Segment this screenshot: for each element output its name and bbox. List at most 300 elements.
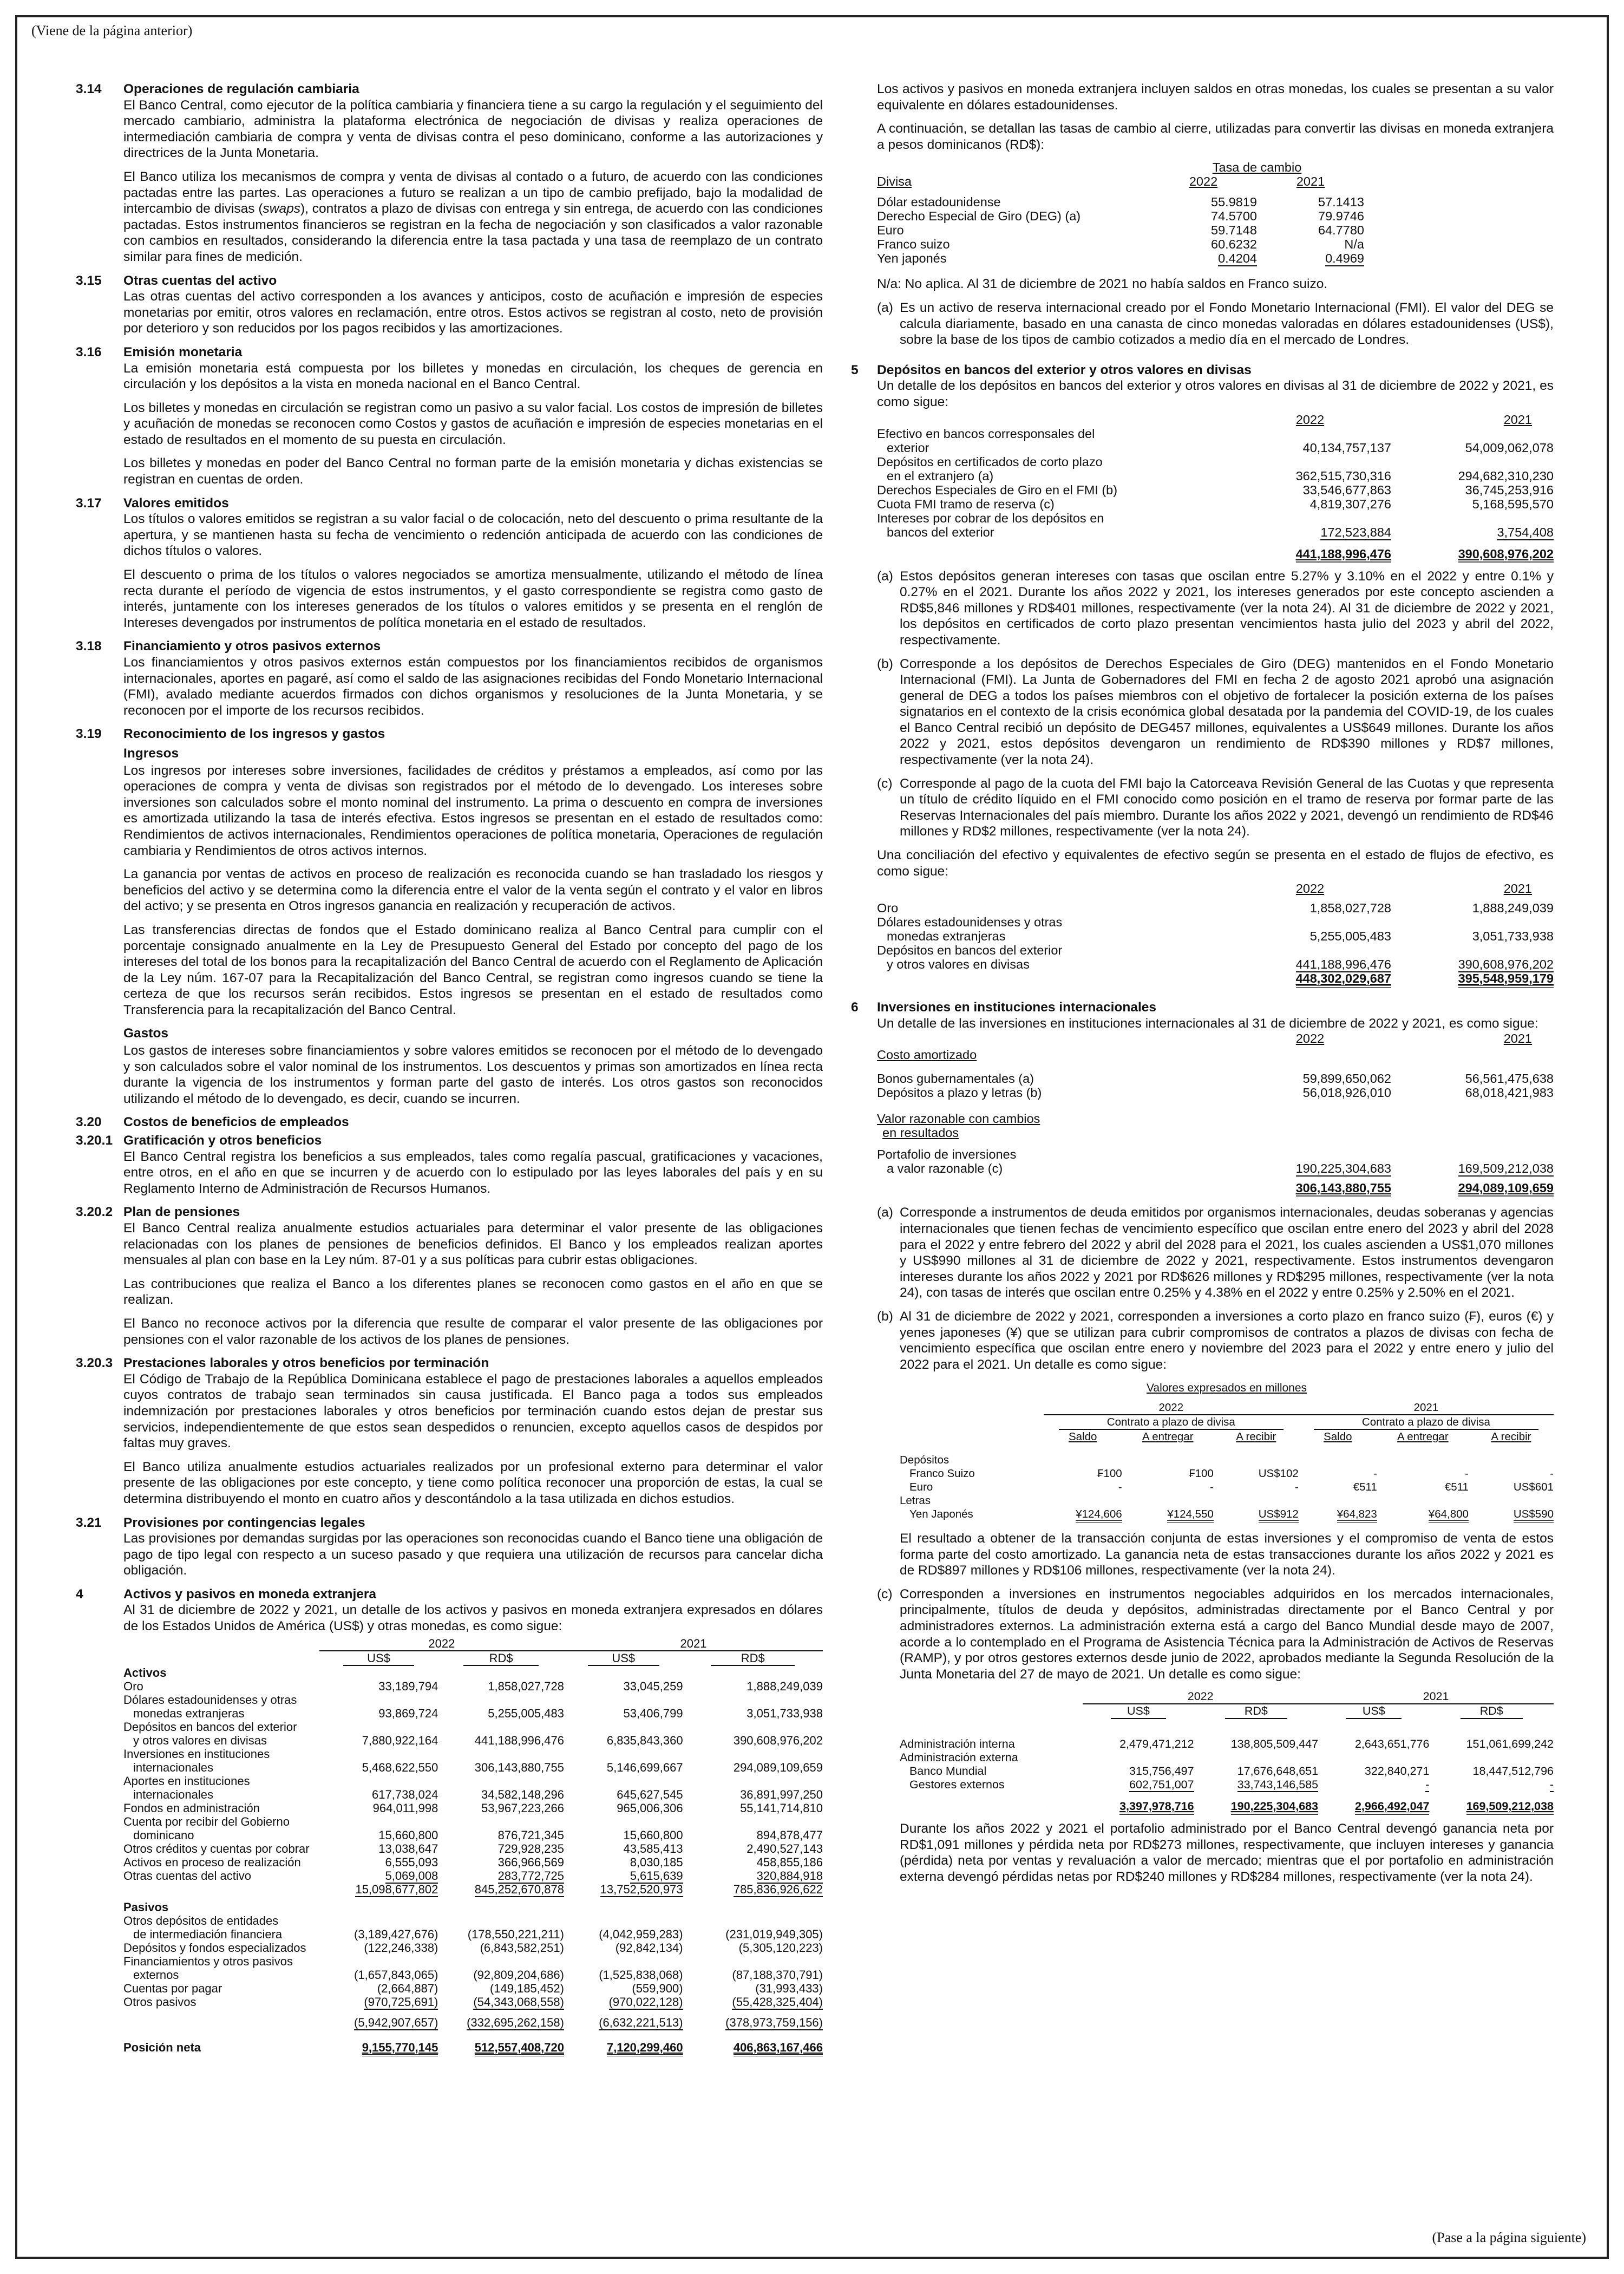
row-label bbox=[123, 1815, 319, 1842]
cell-value: 53,406,799 bbox=[623, 1706, 683, 1720]
row-label bbox=[123, 1941, 319, 1955]
cell-value: 8,030,185 bbox=[630, 1855, 683, 1869]
table-row bbox=[123, 1941, 823, 1955]
row-label-line: Aportes en instituciones bbox=[123, 1774, 250, 1788]
cell-value: US$912 bbox=[1259, 1508, 1299, 1522]
row-label: Depósitos a plazo y letras (b) bbox=[877, 1086, 1042, 1100]
cell-value: (970,022,128) bbox=[608, 1995, 683, 2009]
cell-value: 17,676,648,651 bbox=[1237, 1765, 1319, 1778]
section-4 bbox=[76, 1586, 823, 2054]
row-label-line: Fondos en administración bbox=[123, 1801, 260, 1815]
footnote-text: Es un activo de reserva internacional creado por el Fondo Monetario Internacional (FMI). El valor del DEG se calcula diariamente, basado en una canasta de cinco monedas valoradas en dólares estadounidenses (US$), sobre la base de los tipos de cambio cotizados a medio día en el mercado de Londres. bbox=[900, 300, 1554, 348]
section-title: Reconocimiento de los ingresos y gastos bbox=[123, 727, 385, 742]
table-row bbox=[877, 497, 1554, 511]
total-value: 512,557,408,720 bbox=[475, 2041, 564, 2056]
currency-header: US$ bbox=[564, 1651, 683, 1666]
currency-header: RD$ bbox=[1461, 1704, 1523, 1719]
row-label bbox=[123, 1842, 319, 1855]
subtotal-value: 845,252,670,878 bbox=[474, 1882, 564, 1896]
footnote-text: Estos depósitos generan intereses con tasas que oscilan entre 5.27% y 3.10% en el 2022 y entre 0.1% y 0.27% en el 2021. Durante los años 2022 y 2021, los intereses generados por este concepto ascienden a RD$5,846 millones y RD$401 millones, respectivamente (ver la nota 24). Al 31 de diciembre de 2022 y 2021, los depósitos en certificados de corto plazo presentan vencimientos hasta julio del 2023 y abril del 2022, respectivamente. bbox=[900, 568, 1554, 648]
row-label-line: Cuenta por recibir del Gobierno bbox=[123, 1814, 290, 1828]
section-number: 3.20.2 bbox=[76, 1205, 113, 1220]
cell-value: ¥64,800 bbox=[1429, 1508, 1469, 1522]
cell-value: (55,428,325,404) bbox=[732, 1995, 823, 2009]
cell-value: (5,305,120,223) bbox=[738, 1940, 823, 1955]
cell-value: 1,858,027,728 bbox=[488, 1679, 564, 1693]
section-title: Valores emitidos bbox=[123, 495, 229, 511]
total-value: 3,397,978,716 bbox=[1119, 1800, 1194, 1815]
paragraph: El Banco Central, como ejecutor de la política cambiaria y financiera tiene a su cargo la regulación y el seguimiento del mercado cambiario, administra la plataforma electrónica de negociación de divisas y realiza operaciones de intermediación cambiaria de compra y venta de divisas contra el peso dominicano, conforme a las autorizaciones y directrices de la Junta Monetaria. bbox=[123, 97, 823, 161]
year-header: 2021 bbox=[564, 1637, 823, 1651]
table-row bbox=[877, 251, 1364, 265]
row-label bbox=[877, 915, 1229, 943]
cell-value: (3,189,427,676) bbox=[354, 1927, 438, 1941]
row-label bbox=[123, 1801, 319, 1815]
row-label-line: Otros pasivos bbox=[123, 1995, 197, 2009]
row-label bbox=[877, 511, 1229, 539]
section-3-20 bbox=[76, 1114, 823, 1131]
group-label: Pasivos bbox=[123, 1900, 169, 1914]
row-label: Posición neta bbox=[123, 2040, 201, 2054]
cell-value: 93,869,724 bbox=[378, 1706, 438, 1720]
currency-header: RD$ bbox=[683, 1651, 823, 1666]
table-row bbox=[877, 237, 1364, 251]
row-label: Yen japonés bbox=[877, 251, 947, 266]
cell-value: 390,608,976,202 bbox=[733, 1733, 823, 1747]
cell-value: 59.7148 bbox=[1211, 223, 1257, 238]
paragraph: N/a: No aplica. Al 31 de diciembre de 2021 no había saldos en Franco suizo. bbox=[877, 277, 1328, 292]
cell-value: 74.5700 bbox=[1211, 209, 1257, 224]
row-label-line: bancos del exterior bbox=[887, 525, 994, 539]
row-label: a valor razonable (c) bbox=[887, 1161, 1003, 1176]
paragraph: Un detalle de los depósitos en bancos del exterior y otros valores en divisas al 31 de diciembre de 2022 y 2021, es como sigue: bbox=[877, 378, 1554, 409]
row-label-line: exterior bbox=[887, 440, 929, 455]
paragraph: Las otras cuentas del activo corresponden a los avances y anticipos, costo de acuñación e impresión de especies monetarias por emitir, otros valores en reclamación, entre otros. Estos activos se registran al costo, neto de provisión por deterioro y son reducidos por los pagos recibidos y las amortizaciones. bbox=[123, 289, 823, 336]
cell-value: 172,523,884 bbox=[1320, 525, 1391, 539]
left-column bbox=[76, 81, 823, 2054]
cell-value: 366,966,569 bbox=[497, 1855, 564, 1869]
cell-value: 602,751,007 bbox=[1129, 1778, 1194, 1792]
cell-value: 645,627,545 bbox=[617, 1787, 683, 1801]
paragraph: El Código de Trabajo de la República Dominicana establece el pago de prestaciones laborales a aquellos empleados cuyos contratos de trabajo sean terminados sin causa justificada. El Banco paga a todos sus empleados indemnización por prestaciones laborales y otros beneficios por terminación cuando estos dejan de prestar sus servicios, independientemente de que estos sean despedidos o renuncien, excepto aquellos casos de despidos por faltas muy graves. bbox=[123, 1371, 823, 1451]
deposits-table bbox=[877, 413, 1554, 561]
cell-value: 68,018,421,983 bbox=[1465, 1086, 1554, 1100]
cell-value: 1,858,027,728 bbox=[1309, 901, 1391, 916]
paragraph: El Banco Central registra los beneficios a sus empleados, tales como regalía pascual, gratificaciones y vacaciones, entre otros, en el año en que se incurren y de acuerdo con lo estipulado por las leyes laborales del país y en su Reglamento Interno de Administración de Recursos Humanos. bbox=[123, 1149, 823, 1196]
cell-value: 5,615,639 bbox=[630, 1868, 683, 1883]
table-row bbox=[877, 915, 1554, 943]
total-value: 2,966,492,047 bbox=[1355, 1800, 1430, 1815]
net-position-row bbox=[123, 2029, 823, 2054]
row-label: Gestores externos bbox=[909, 1778, 1005, 1792]
cell-value: (149,185,452) bbox=[489, 1981, 564, 1995]
cell-value: 5,168,595,570 bbox=[1472, 496, 1554, 511]
row-label: Franco Suizo bbox=[909, 1467, 975, 1480]
cell-value: (87,188,370,791) bbox=[732, 1968, 823, 1982]
cell-value: 79.9746 bbox=[1318, 209, 1364, 224]
cell-value: 2,643,651,776 bbox=[1354, 1737, 1430, 1751]
section-3-17 bbox=[76, 495, 823, 631]
row-label-line: dominicano bbox=[133, 1828, 194, 1842]
subheader: A recibir bbox=[1491, 1430, 1531, 1443]
row-label-line: Derechos Especiales de Giro en el FMI (b) bbox=[877, 482, 1118, 497]
row-label: Euro bbox=[877, 223, 904, 238]
year-header: 2021 bbox=[1299, 1401, 1554, 1415]
paragraph: Una conciliación del efectivo y equivalentes de efectivo según se presenta en el estado de flujos de efectivo, es como sigue: bbox=[877, 848, 1554, 879]
section-number: 3.15 bbox=[76, 273, 102, 288]
paragraph: Las contribuciones que realiza el Banco a los diferentes planes se reconocen como gastos en el año en que se realizan. bbox=[123, 1276, 823, 1308]
cell-value: 0.4204 bbox=[1218, 251, 1257, 266]
cell-value: (1,525,838,068) bbox=[599, 1968, 683, 1982]
table-row bbox=[123, 1955, 823, 1982]
table-row bbox=[877, 901, 1554, 915]
row-label: Derecho Especial de Giro (DEG) (a) bbox=[877, 209, 1081, 224]
subtotal-value: (332,695,262,158) bbox=[467, 2015, 564, 2029]
section-title: Operaciones de regulación cambiaria bbox=[123, 82, 359, 96]
section-3-21 bbox=[76, 1515, 823, 1579]
cell-value: 3,051,733,938 bbox=[746, 1706, 823, 1720]
row-label bbox=[123, 1680, 319, 1693]
cell-value: - bbox=[1209, 1480, 1214, 1493]
fx-contracts-block bbox=[877, 1380, 1554, 1521]
cell-value: 56,561,475,638 bbox=[1465, 1071, 1554, 1086]
cell-value: 3,051,733,938 bbox=[1472, 929, 1554, 944]
contract-header: Contrato a plazo de divisa bbox=[1299, 1415, 1554, 1430]
footnote-b: (b) Al 31 de diciembre de 2022 y 2021, corresponden a inversiones a corto plazo en franco suizo (₣), euros (€) y yenes japoneses (¥) que se utilizan para cubrir compromisos de contratos a plazos de divisas con fecha de vencimiento específica que oscilan entre enero y noviembre del 2023 para el 2022 y entre enero y julio del 2022 para el 2021. Un detalle es como sigue: bbox=[877, 1309, 1554, 1372]
paragraph: Los billetes y monedas en circulación se registran como un pasivo a su valor facial. Los costos de impresión de billetes y acuñación de monedas se reconocen como Costos y gastos de acuñación e impresión de especies monetarias en el estado de resultados en el momento de su puesta en circulación. bbox=[123, 400, 823, 447]
total-value: 9,155,770,145 bbox=[362, 2041, 438, 2056]
cell-value: - bbox=[1118, 1480, 1122, 1493]
row-label bbox=[123, 1995, 319, 2009]
row-label-line: internacionales bbox=[133, 1760, 213, 1774]
cell-value: ₣100 bbox=[1097, 1467, 1122, 1480]
row-label-line: Depósitos y fondos especializados bbox=[123, 1940, 306, 1955]
cell-value: 2,490,527,143 bbox=[746, 1841, 823, 1855]
subheader: Saldo bbox=[1069, 1430, 1097, 1443]
paragraph: Los financiamientos y otros pasivos externos están compuestos por los financiamientos recibidos de organismos internacionales, aportes en pagaré, así como el saldo de las asignaciones recibidas del Fondo Monetario Internacional (FMI), avalado mediante acuerdos firmados con dichos organismos y resoluciones de la Junta Monetaria, y se reconocen por el importe de los recursos recibidos. bbox=[123, 655, 823, 718]
cell-value: €511 bbox=[1353, 1480, 1377, 1493]
table-row bbox=[123, 1995, 823, 2009]
cell-value: 390,608,976,202 bbox=[1458, 957, 1554, 972]
subtotal-value: 785,836,926,622 bbox=[733, 1882, 823, 1896]
total-value: 190,225,304,683 bbox=[1231, 1800, 1318, 1815]
year-header: 2022 bbox=[1295, 1031, 1325, 1046]
section-title: Gratificación y otros beneficios bbox=[123, 1133, 322, 1148]
section-number: 3.14 bbox=[76, 82, 102, 96]
cell-value: (970,725,691) bbox=[364, 1995, 438, 2009]
cell-value: 36,745,253,916 bbox=[1465, 482, 1554, 497]
table-row bbox=[123, 1869, 823, 1883]
cell-value: - bbox=[1550, 1467, 1554, 1480]
group-label: Letras bbox=[900, 1494, 931, 1507]
table-row bbox=[123, 1693, 823, 1720]
table-row bbox=[877, 209, 1364, 223]
cell-value: 1,888,249,039 bbox=[1472, 901, 1554, 916]
total-value: 306,143,880,755 bbox=[1296, 1181, 1391, 1197]
group-label: Depósitos bbox=[900, 1453, 949, 1466]
row-label-line: Cuota FMI tramo de reserva (c) bbox=[877, 496, 1055, 511]
row-label-line: Activos en proceso de realización bbox=[123, 1855, 301, 1869]
cell-value: - bbox=[1295, 1480, 1299, 1493]
subheader: A entregar bbox=[1142, 1430, 1194, 1443]
section-number: 3.18 bbox=[76, 639, 102, 654]
subheader: A recibir bbox=[1236, 1430, 1276, 1443]
section-title: Provisiones por contingencias legales bbox=[123, 1515, 365, 1530]
right-column bbox=[851, 81, 1554, 1893]
cell-value: 33,189,794 bbox=[378, 1679, 438, 1693]
cell-value: 59,899,650,062 bbox=[1302, 1071, 1391, 1086]
cell-value: (31,993,433) bbox=[755, 1981, 823, 1995]
total-value: 169,509,212,038 bbox=[1466, 1800, 1554, 1815]
row-label-line: Otras cuentas del activo bbox=[123, 1868, 252, 1883]
year-header: 2021 bbox=[1503, 412, 1532, 427]
subtotal-value: 15,098,677,802 bbox=[355, 1882, 438, 1896]
row-label-line: Inversiones en instituciones bbox=[123, 1747, 270, 1761]
paragraph: Las transferencias directas de fondos que el Estado dominicano realiza al Banco Central para cumplir con el porcentaje consignado anualmente en la Ley de Presupuesto General del Estado por concepto del pago de los intereses del total de los bonos para la recapitalización del Banco Central de acuerdo con el Reglamento de Aplicación de la Ley núm. 167-07 para la Recapitalización del Banco Central, se registran como ingresos cuando se tiene la certeza de que los recursos serán recibidos. Estos ingresos se presentan en el estado de resultados como Transferencia para la recapitalización del Banco Central. bbox=[123, 922, 823, 1017]
row-label: Administración interna bbox=[900, 1737, 1015, 1751]
cell-value: 294,682,310,230 bbox=[1458, 468, 1554, 483]
cell-value: 13,038,647 bbox=[378, 1841, 438, 1855]
cell-value: 33,045,259 bbox=[623, 1679, 683, 1693]
footnote-c: (c) Corresponden a inversiones en instrumentos negociables adquiridos en los mercados internacionales, principalmente, títulos de deuda y depósitos, administradas directamente por el Banco Central y por administradores externos. La administración externa está a cargo del Banco Mundial desde mayo de 2007, acorde a lo contemplado en el Programa de Asistencia Técnica para la Administración de Activos de Reservas (RAMP), y por otros gestores externos desde junio de 2022, aprobados mediante la Segunda Resolución de la Junta Monetaria del 27 de mayo de 2021. Un detalle es como sigue: bbox=[877, 1586, 1554, 1682]
paragraph: El descuento o prima de los títulos o valores negociados se amortiza mensualmente, utilizando el método de línea recta durante el período de vigencia de estos instrumentos, y el gasto correspondiente se registra como gasto de interés, juntamente con los intereses generados de los títulos o valores emitidos y se presenta en el renglón de Intereses devengados por instrumentos de política monetaria en el estado de resultados. bbox=[123, 567, 823, 630]
row-label-line: Dólares estadounidenses y otras bbox=[877, 915, 1063, 930]
total-value: 395,548,959,179 bbox=[1458, 971, 1554, 988]
footnote-text: Corresponde al pago de la cuota del FMI bajo la Catorceava Revisión General de las Cuotas y que representa un título de crédito líquido en el FMI conocido como posición en el tramo de reserva por formar parte de las Reservas Internacionales del país miembro. Durante los años 2022 y 2021, devengó un rendimiento de RD$46 millones y RD$2 millones, respectivamente (ver la nota 24). bbox=[900, 776, 1554, 839]
table-row bbox=[900, 1765, 1554, 1778]
table-row bbox=[123, 1801, 823, 1815]
section-3-15 bbox=[76, 273, 823, 337]
cell-value: 894,878,477 bbox=[756, 1828, 823, 1842]
cell-value: (231,019,949,305) bbox=[725, 1927, 823, 1941]
cell-value: - bbox=[1373, 1467, 1377, 1480]
table-row bbox=[877, 511, 1554, 539]
section-title: Emisión monetaria bbox=[123, 344, 243, 360]
subtotal-value: 13,752,520,973 bbox=[600, 1882, 683, 1896]
table-row bbox=[900, 1467, 1554, 1480]
section-title: Financiamiento y otros pasivos externos bbox=[123, 639, 381, 654]
paragraph: Los activos y pasivos en moneda extranjera incluyen saldos en otras monedas, los cuales se presentan a su valor equivalente en dólares estadounidenses. bbox=[877, 82, 1554, 113]
text-run: ), contratos a plazo de divisas con entrega y sin entrega, de acuerdo con las condiciones pactadas. Estos instrumentos financieros se registran en la fecha de negociación y son clasificados a valor razonable con cambios en resultados, considerando la diferencia entre la tasa pactada y una tasa de reemplazo de un contrato similar para fines de medición. bbox=[123, 201, 823, 264]
total-row bbox=[900, 1792, 1554, 1813]
total-value: 406,863,167,466 bbox=[734, 2041, 823, 2056]
footnote-a: (a) Corresponde a instrumentos de deuda emitidos por organismos internacionales, deudas soberanas y agencias internacionales que tienen fechas de vencimiento específico que oscilan entre enero del 2023 y abril del 2028 para el 2022 y entre febrero del 2022 y abril del 2028 para el 2021, los cuales ascienden a US$1,070 millones y US$990 millones al 31 de diciembre de 2022 y 2021, respectivamente. Estos instrumentos devengaron intereses durante los años 2022 y 2021 por RD$626 millones y RD$295 millones, respectivamente (ver la nota 24), con tasas de interés que oscilan entre 0.25% y 4.38% en el 2022 y entre 0.25% y 2.50% en el 2021. bbox=[877, 1205, 1554, 1301]
row-label: Bonos gubernamentales (a) bbox=[877, 1071, 1034, 1086]
cell-value: 5,255,005,483 bbox=[488, 1706, 564, 1720]
paragraph: La emisión monetaria está compuesta por los billetes y monedas en circulación, los cheques de gerencia en circulación y los depósitos a la vista en moneda nacional en el Banco Central. bbox=[123, 361, 823, 392]
paragraph: Los gastos de intereses sobre financiamientos y sobre valores emitidos se reconocen por el método de lo devengado y son calculados sobre el valor nominal de los instrumentos. Los descuentos y primas son amortizados en línea recta durante la vigencia de los instrumentos y forman parte del gasto de interés. Los otros gastos son reconocidos utilizando el método de lo devengado, es decir, cuando se incurren. bbox=[123, 1043, 823, 1106]
cell-value: (178,550,221,211) bbox=[467, 1927, 564, 1941]
row-label-line: de intermediación financiera bbox=[133, 1927, 283, 1941]
row-label bbox=[123, 1720, 319, 1747]
cell-value: (559,900) bbox=[632, 1981, 683, 1995]
section-number: 4 bbox=[76, 1586, 83, 1602]
table-row bbox=[123, 1747, 823, 1774]
total-value: 441,188,996,476 bbox=[1296, 547, 1391, 563]
currency-col-header: Divisa bbox=[877, 174, 912, 189]
row-label: Dólar estadounidense bbox=[877, 195, 1001, 210]
cell-value: 33,743,146,585 bbox=[1237, 1778, 1319, 1792]
year-header: 2021 bbox=[1503, 881, 1532, 896]
cell-value: (92,809,204,686) bbox=[473, 1968, 564, 1982]
table-row bbox=[877, 195, 1364, 209]
italic-term: swaps bbox=[263, 201, 300, 217]
row-label: Yen Japonés bbox=[909, 1507, 973, 1520]
cell-value: ¥64,823 bbox=[1337, 1508, 1377, 1522]
row-label bbox=[123, 1914, 319, 1941]
footnote-text: Corresponde a instrumentos de deuda emitidos por organismos internacionales, deudas soberanas y agencias internacionales que tienen fechas de vencimiento específico que oscilan entre enero del 2023 y abril del 2028 para el 2022 y entre febrero del 2022 y abril del 2028 para el 2021, los cuales ascienden a US$1,070 millones y US$990 millones al 31 de diciembre de 2022 y 2021, respectivamente. Estos instrumentos devengaron intereses durante los años 2022 y 2021 por RD$626 millones y RD$295 millones, respectivamente (ver la nota 24), con tasas de interés que oscilan entre 0.25% y 4.38% en el 2022 y entre 0.25% y 2.50% en el 2021. bbox=[900, 1205, 1554, 1301]
section-number: 3.17 bbox=[76, 495, 102, 511]
row-label-line: en el extranjero (a) bbox=[887, 468, 994, 483]
row-label: Banco Mundial bbox=[909, 1765, 987, 1778]
footnote-text: Corresponde a los depósitos de Derechos Especiales de Giro (DEG) mantenidos en el Fondo Monetario Internacional (FMI). La Junta de Gobernadores del FMI en fecha 2 de agosto 2021 aprobó una asignación general de DEG a todos los países miembros con el objetivo de fortalecer la posición externa de los países signatarios en el contexto de la crisis económica global desatada por la pandemia del COVID-19, de los cuales el Banco Central recibió un depósito de DEG457 millones, equivalentes a US$649 millones. Durante los años 2022 y 2021, estos depósitos devengaron un rendimiento de RD$390 millones y RD$7 millones, respectivamente (ver la nota 24). bbox=[900, 656, 1554, 768]
cell-value: 294,089,109,659 bbox=[733, 1760, 823, 1774]
cell-value: 315,756,497 bbox=[1129, 1765, 1194, 1778]
cell-value: 6,835,843,360 bbox=[606, 1733, 683, 1747]
cell-value: N/a bbox=[1344, 237, 1364, 252]
row-label-line: Oro bbox=[877, 901, 899, 916]
cell-value: (6,843,582,251) bbox=[480, 1940, 564, 1955]
cell-value: 322,840,271 bbox=[1364, 1765, 1430, 1778]
row-label-line: Otros depósitos de entidades bbox=[123, 1913, 279, 1927]
group-label: en resultados bbox=[882, 1126, 959, 1140]
row-label bbox=[123, 1982, 319, 1995]
cash-reconciliation-table bbox=[877, 881, 1554, 985]
section-number: 3.20.1 bbox=[76, 1133, 113, 1148]
year-header: 2022 bbox=[1044, 1401, 1299, 1415]
section-3-19 bbox=[76, 726, 823, 1107]
row-label-line: Depósitos en bancos del exterior bbox=[123, 1720, 297, 1734]
row-label-line: Financiamientos y otros pasivos bbox=[123, 1954, 293, 1968]
cell-value: 18,447,512,796 bbox=[1472, 1765, 1554, 1778]
cell-value: 964,011,998 bbox=[372, 1801, 438, 1815]
cell-value: (92,842,134) bbox=[615, 1940, 683, 1955]
cell-value: 40,134,757,137 bbox=[1302, 440, 1391, 455]
section-3-20-2 bbox=[76, 1204, 823, 1348]
subheading: Gastos bbox=[123, 1026, 169, 1041]
subtotal-row bbox=[123, 1883, 823, 1896]
table-row bbox=[877, 223, 1364, 237]
currency-header: US$ bbox=[1111, 1704, 1167, 1719]
cell-value: 36,891,997,250 bbox=[740, 1787, 823, 1801]
paragraph: El Banco utiliza anualmente estudios actuariales realizados por un profesional externo para determinar el valor presente de las obligaciones por este concepto, y tiene como política reconocer una proporción de estas, la cual se determina distribuyendo el monto en cuatro años y descontándolo a la tasa utilizada en dichos estudios. bbox=[123, 1459, 823, 1506]
cell-value: 56,018,926,010 bbox=[1302, 1086, 1391, 1100]
table-caption: Valores expresados en millones bbox=[1146, 1382, 1307, 1395]
cell-value: ₣100 bbox=[1189, 1467, 1214, 1480]
table-row bbox=[123, 1855, 823, 1869]
table-row bbox=[900, 1507, 1554, 1521]
subheading: Ingresos bbox=[123, 746, 179, 761]
cell-value: 283,772,725 bbox=[497, 1868, 564, 1883]
row-label bbox=[123, 1869, 319, 1883]
section-3-16 bbox=[76, 344, 823, 488]
cell-value: €511 bbox=[1444, 1480, 1469, 1493]
total-value: 448,302,029,687 bbox=[1296, 971, 1391, 988]
table-row bbox=[877, 1071, 1554, 1086]
row-label bbox=[877, 497, 1229, 511]
section-3-14 bbox=[76, 81, 823, 265]
cell-value: 138,805,509,447 bbox=[1230, 1737, 1319, 1751]
paragraph: Un detalle de las inversiones en instituciones internacionales al 31 de diciembre de 2022 y 2021, es como sigue: bbox=[877, 1016, 1538, 1031]
exchange-rate-table bbox=[877, 160, 1364, 265]
footnote-a: (a) Es un activo de reserva internacional creado por el Fondo Monetario Internacional (FMI). El valor del DEG se calcula diariamente, basado en una canasta de cinco monedas valoradas en dólares estadounidenses (US$), sobre la base de los tipos de cambio cotizados a medio día en el mercado de Londres. bbox=[877, 300, 1554, 348]
row-label: Franco suizo bbox=[877, 237, 950, 252]
footnote-text: Al 31 de diciembre de 2022 y 2021, corresponden a inversiones a corto plazo en franco suizo (₣), euros (€) y yenes japoneses (¥) que se utilizan para cubrir compromisos de contratos a plazos de divisas con fecha de vencimiento específica que oscilan entre enero y noviembre del 2023 para el 2022 y entre enero y julio del 2022 para el 2021. Un detalle es como sigue: bbox=[900, 1309, 1554, 1372]
subheader: A entregar bbox=[1397, 1430, 1449, 1443]
cell-value: ¥124,606 bbox=[1076, 1508, 1122, 1522]
paragraph: A continuación, se detallan las tasas de cambio al cierre, utilizadas para convertir las divisas en moneda extranjera a pesos dominicanos (RD$): bbox=[877, 121, 1554, 152]
table-row bbox=[877, 1086, 1554, 1100]
group-label: Administración externa bbox=[900, 1751, 1018, 1765]
cell-value: 876,721,345 bbox=[497, 1828, 564, 1842]
section-title: Otras cuentas del activo bbox=[123, 273, 277, 288]
cell-value: - bbox=[1465, 1467, 1469, 1480]
cell-value: 6,555,093 bbox=[385, 1855, 438, 1869]
cell-value: (122,246,338) bbox=[364, 1940, 438, 1955]
cell-value: 5,146,699,667 bbox=[606, 1760, 683, 1774]
contract-header: Contrato a plazo de divisa bbox=[1044, 1415, 1299, 1430]
row-label-line: monedas extranjeras bbox=[887, 929, 1006, 944]
section-number: 3.20 bbox=[76, 1115, 102, 1130]
row-label bbox=[877, 901, 1229, 915]
total-row bbox=[877, 539, 1554, 561]
currency-header-row bbox=[123, 1651, 823, 1666]
currency-header: RD$ bbox=[438, 1651, 564, 1666]
cell-value: (1,657,843,065) bbox=[354, 1968, 438, 1982]
row-label bbox=[877, 483, 1229, 497]
row-label bbox=[123, 1747, 319, 1774]
section-number: 3.20.3 bbox=[76, 1356, 113, 1371]
cell-value: 53,967,223,266 bbox=[481, 1801, 564, 1815]
section-title: Activos y pasivos en moneda extranjera bbox=[123, 1586, 377, 1602]
portfolio-admin-table bbox=[900, 1690, 1554, 1813]
section-title: Prestaciones laborales y otros beneficios por terminación bbox=[123, 1356, 489, 1371]
year-header: 2021 bbox=[1503, 1031, 1532, 1046]
total-value: 7,120,299,460 bbox=[607, 2041, 683, 2056]
year-header: 2022 bbox=[319, 1637, 564, 1651]
currency-header: RD$ bbox=[1225, 1704, 1287, 1719]
cell-value: 43,585,413 bbox=[623, 1841, 683, 1855]
cell-value: 965,006,306 bbox=[617, 1801, 683, 1815]
row-label-line: Oro bbox=[123, 1679, 143, 1693]
footnote-c: (c) Corresponde al pago de la cuota del FMI bajo la Catorceava Revisión General de las Cuotas y que representa un título de crédito líquido en el FMI conocido como posición en el tramo de reserva por formar parte de las Reservas Internacionales del país miembro. Durante los años 2022 y 2021, devengó un rendimiento de RD$46 millones y RD$2 millones, respectivamente (ver la nota 24). bbox=[877, 776, 1554, 839]
cell-value: (2,664,887) bbox=[377, 1981, 438, 1995]
year-header: 2021 bbox=[1318, 1690, 1554, 1704]
subheader-row bbox=[900, 1430, 1554, 1443]
paragraph: Los títulos o valores emitidos se registran a su valor facial o de colocación, neto del descuento o prima resultante de la apertura, y se mantienen hasta su fecha de vencimiento o redención anticipada de acuerdo con las condiciones de dichos títulos o valores. bbox=[123, 512, 823, 559]
footnote-b: (b) Corresponde a los depósitos de Derechos Especiales de Giro (DEG) mantenidos en el Fondo Monetario Internacional (FMI). La Junta de Gobernadores del FMI en fecha 2 de agosto 2021 aprobó una asignación general de DEG a todos los países miembros con el objetivo de fortalecer la posición externa de los países signatarios en el contexto de la crisis económica global desatada por la pandemia del COVID-19, de los cuales el Banco Central recibió un depósito de DEG457 millones, equivalentes a US$649 millones. Durante los años 2022 y 2021, estos depósitos devengaron un rendimiento de RD$390 millones y RD$7 millones, respectivamente (ver la nota 24). bbox=[877, 656, 1554, 768]
row-label: Euro bbox=[909, 1480, 933, 1493]
row-label-line: Otros créditos y cuentas por cobrar bbox=[123, 1841, 310, 1855]
cell-value: 320,884,918 bbox=[756, 1868, 823, 1883]
footnote-text: Corresponden a inversiones en instrumentos negociables adquiridos en los mercados internacionales, principalmente, títulos de deuda y depósitos, administradas directamente por el Banco Central y por administradores externos. La administración externa está a cargo del Banco Mundial desde mayo de 2007, acorde a lo contemplado en el Programa de Asistencia Técnica para la Administración de Activos de Reservas (RAMP), y por otros gestores externos desde junio de 2022, aprobados mediante la Segunda Resolución de la Junta Monetaria del 27 de mayo de 2021. Un detalle es como sigue: bbox=[900, 1586, 1554, 1682]
table-row bbox=[877, 483, 1554, 497]
cell-value: US$102 bbox=[1258, 1467, 1299, 1480]
table-row bbox=[123, 1774, 823, 1801]
subtotal-value: (6,632,221,513) bbox=[599, 2015, 683, 2029]
fx-assets-liabilities-table bbox=[123, 1637, 823, 2054]
row-label-line: internacionales bbox=[133, 1787, 213, 1801]
cell-value: 169,509,212,038 bbox=[1458, 1161, 1554, 1176]
total-value: 390,608,976,202 bbox=[1458, 547, 1554, 563]
section-3-20-1 bbox=[76, 1133, 823, 1197]
cell-value: 2,479,471,212 bbox=[1119, 1737, 1194, 1751]
table-row bbox=[900, 1480, 1554, 1494]
cell-value: 33,546,677,863 bbox=[1302, 482, 1391, 497]
row-label-line: Dólares estadounidenses y otras bbox=[123, 1693, 297, 1707]
cell-value: - bbox=[1549, 1778, 1554, 1792]
paragraph: El Banco Central realiza anualmente estudios actuariales para determinar el valor presente de las obligaciones relacionadas con los planes de pensiones de beneficios definidos. El Banco y los empleados realizan aportes mensuales al plan con base en la Ley núm. 87-01 y a sus políticas para cubrir estas obligaciones. bbox=[123, 1221, 823, 1268]
